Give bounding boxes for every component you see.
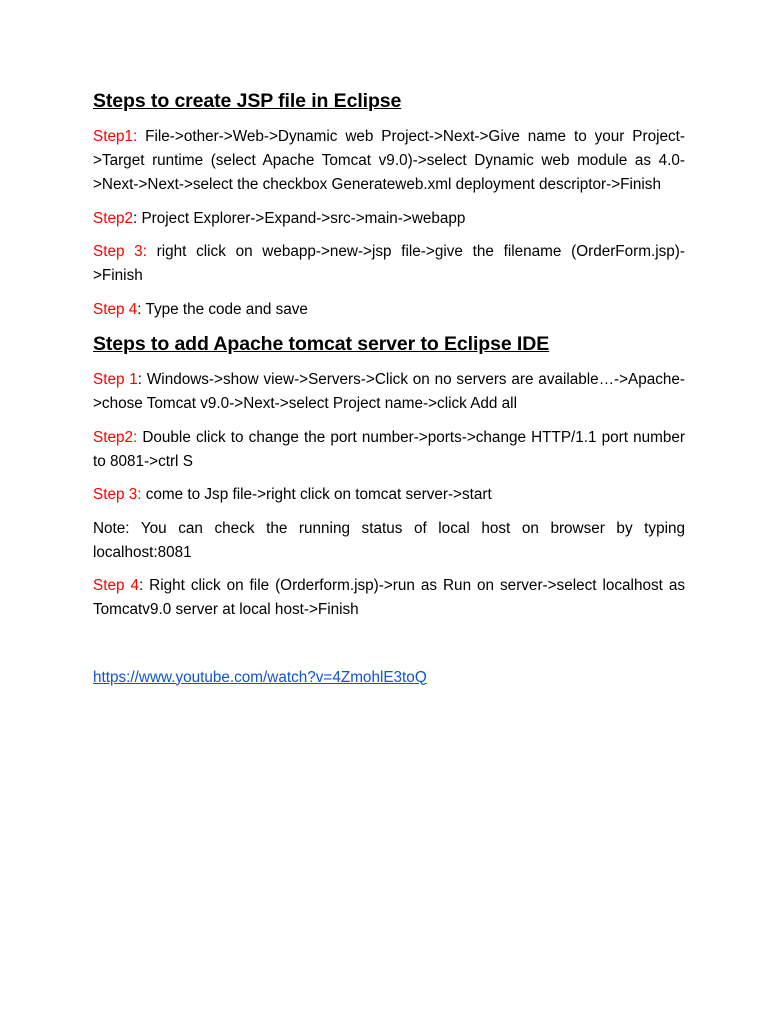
- document-page: [93, 88, 685, 690]
- step-label: Step 3:: [93, 243, 147, 260]
- step-text: : Right click on file (Orderform.jsp)->run as Run on server->select localhost as Tomcatv9.0 server at local host->Finish: [93, 577, 685, 618]
- step-text: : Project Explorer->Expand->src->main->webapp: [132, 209, 466, 227]
- step-text: File->other->Web->Dynamic web Project->Next->Give name to your Project->Target runtime (select Apache Tomcat v9.0)->select Dynamic web module as 4.0->Next->Next->select the checkbox Generateweb.xml deployment descriptor->Finish: [93, 128, 685, 193]
- step-text: : Type the code and save: [137, 300, 308, 318]
- section-heading-create-jsp: Steps to create JSP file in Eclipse: [93, 90, 402, 112]
- step-paragraph: [93, 574, 685, 622]
- step-text: right click on webapp->new->jsp file->give the filename (OrderForm.jsp)->Finish: [93, 243, 685, 284]
- note-paragraph: Note: You can check the running status of local host on browser by typing localhost:8081: [93, 519, 685, 561]
- step-text: come to Jsp file->right click on tomcat server->start: [141, 486, 492, 503]
- step-paragraph: [93, 207, 685, 231]
- step-text: Double click to change the port number->ports->change HTTP/1.1 port number to 8081->ctrl S: [93, 428, 685, 470]
- step-label: Step2:: [93, 428, 138, 446]
- step-label: Step 4: [93, 577, 139, 594]
- step-paragraph: [93, 368, 685, 416]
- step-paragraph: [93, 240, 685, 288]
- step-paragraph: [93, 426, 685, 474]
- youtube-link[interactable]: https://www.youtube.com/watch?v=4ZmohlE3toQ: [93, 668, 427, 686]
- section-heading-add-tomcat: Steps to add Apache tomcat server to Eclipse IDE: [93, 333, 550, 355]
- step-label: Step1:: [93, 128, 138, 145]
- spacer: [93, 632, 685, 666]
- step-text: : Windows->show view->Servers->Click on no servers are available…->Apache->chose Tomcat v9.0->Next->select Project name->click Add all: [93, 371, 685, 412]
- step-label: Step 1: [93, 371, 138, 388]
- step-label: Step 4: [93, 300, 138, 318]
- step-paragraph: [93, 298, 685, 322]
- step-paragraph: [93, 483, 685, 507]
- step-paragraph: [93, 125, 685, 197]
- step-label: Step2: [93, 209, 133, 227]
- step-label: Step 3:: [93, 486, 142, 503]
